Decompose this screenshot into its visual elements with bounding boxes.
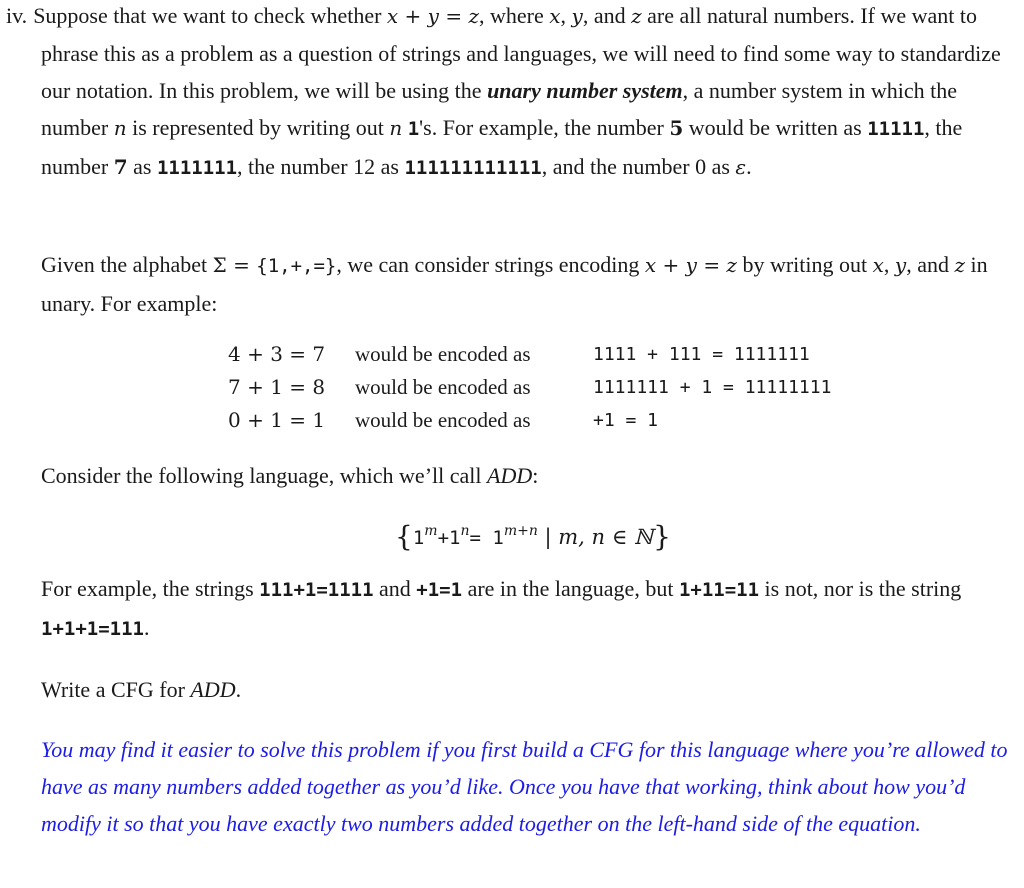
example-text: would be encoded as (355, 375, 531, 399)
equation-inline: x + y = z (386, 4, 479, 28)
example-encoding: +1 = 1 (593, 410, 659, 431)
language-name: ADD (487, 463, 533, 488)
hint-paragraph: You may find it easier to solve this problem if you first build a CFG for this language where you’re allowed to have as many numbers added together as you’d like. Once you have that working, think about how you’d modify it so that you have exactly two numbers added together on the left-hand side of the equation. (41, 737, 1008, 836)
task-statement: Write a CFG for ADD. (41, 677, 242, 702)
example-encoding: 1111 + 111 = 1111111 (593, 344, 810, 365)
example-text: would be encoded as (355, 408, 531, 432)
language-definition: {$1^m+1^n= 1^{m+n}$ | m, n ∈ ℕ} (395, 520, 671, 553)
example-equation: 7 + 1 = 8 (228, 375, 326, 399)
example-equation: 0 + 1 = 1 (228, 408, 326, 432)
intro-paragraph: iv. Suppose that we want to check whether x + y = z, where x, y, and z are all natural numbers. If we want to phrase this as a problem as a question of strings and languages, we will need to find some way to standardize our notation. In this problem, we will be using the unary number system, a number system in which the number n is represented by writing out n 1's. For example, the number 5 would be written as 11111, the number 7 as 1111111, the number 12 as 111111111111, and the number 0 as ε. (6, 3, 1001, 179)
membership-examples: For example, the strings 111+1=1111 and +1=1 are in the language, but 1+11=11 is not, nor is the string 1+1+1=111. (41, 576, 962, 640)
example-text: would be encoded as (355, 342, 531, 366)
example-equation: 4 + 3 = 7 (228, 342, 326, 366)
unary-term: unary number system (487, 78, 683, 103)
alphabet-set: {1,+,=} (256, 255, 337, 277)
language-intro: Consider the following language, which we’ll call ADD: (41, 463, 539, 488)
alphabet-paragraph: Given the alphabet Σ = {1,+,=}, we can consider strings encoding x + y = z by writing out x, y, and z in unary. For example: (41, 252, 988, 316)
item-number: iv. (6, 3, 28, 28)
example-encoding: 1111111 + 1 = 11111111 (593, 377, 832, 398)
